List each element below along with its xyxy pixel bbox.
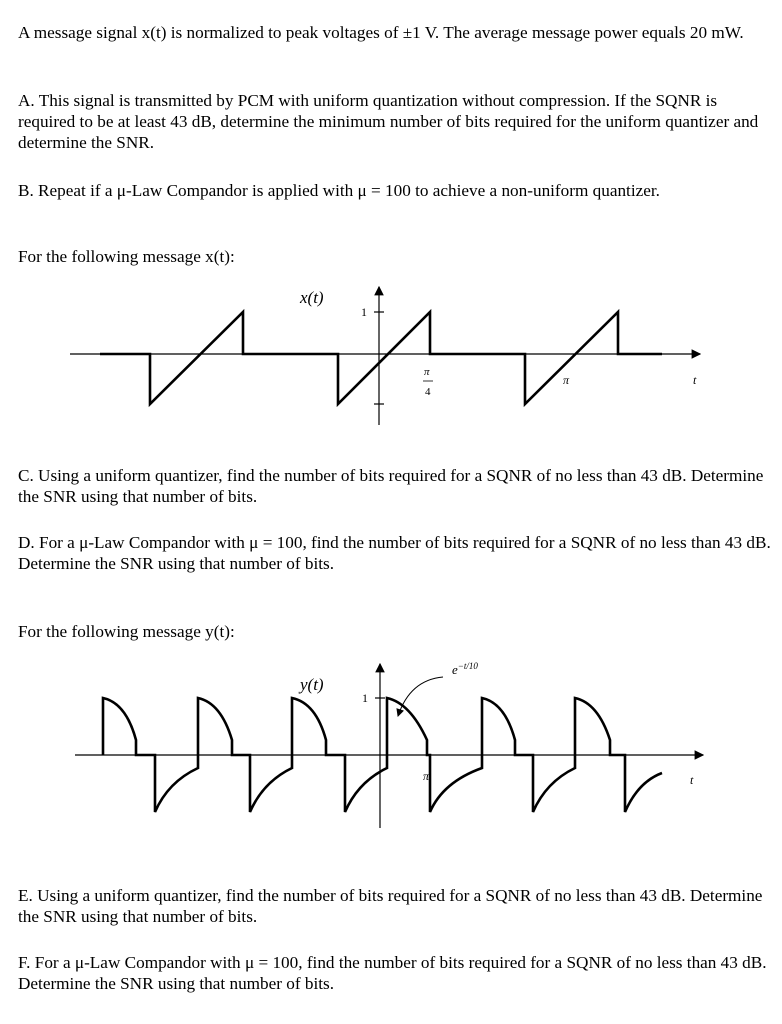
y-y-tick-label: 1	[362, 691, 368, 705]
part-b-paragraph: B. Repeat if a μ-Law Compandor is applied with μ = 100 to achieve a non-uniform quantizer.	[18, 181, 660, 200]
y-annotation-arrow	[398, 677, 443, 716]
figure-x-signal	[0, 280, 782, 430]
part-c-paragraph: C. Using a uniform quantizer, find the number of bits required for a SQNR of no less than 43 dB. Determine the SNR using that number of bits.	[18, 466, 764, 506]
x-axis-t-label: t	[693, 373, 697, 387]
figure-y-signal	[0, 650, 782, 835]
part-f-paragraph: F. For a μ-Law Compandor with μ = 100, find the number of bits required for a SQNR of no less than 43 dB. Determine the SNR using that number of bits.	[18, 953, 767, 993]
lead-y-text: For the following message y(t):	[18, 622, 235, 641]
x-waveform	[100, 312, 662, 404]
part-e-paragraph: E. Using a uniform quantizer, find the number of bits required for a SQNR of no less than 43 dB. Determine the SNR using that number of bits.	[18, 886, 763, 926]
part-d-paragraph: D. For a μ-Law Compandor with μ = 100, find the number of bits required for a SQNR of no less than 43 dB. Determine the SNR using that number of bits.	[18, 533, 771, 573]
x-tick-pi-den: 4	[425, 386, 431, 398]
x-tick-pi: π	[563, 373, 570, 387]
x-tick-pi-num: π	[424, 366, 430, 378]
x-func-label: x(t)	[300, 288, 324, 307]
part-a-paragraph: A. This signal is transmitted by PCM with uniform quantization without compression. If the SQNR is required to be at least 43 dB, determine the minimum number of bits required for the uniform quantizer and determine the SNR.	[18, 91, 759, 152]
intro-paragraph: A message signal x(t) is normalized to peak voltages of ±1 V. The average message power equals 20 mW.	[18, 23, 744, 42]
y-exp-annotation: $e^{-t/10}$	[452, 661, 478, 677]
y-axis-t-label: t	[690, 773, 694, 787]
y-tick-pi: π	[423, 769, 430, 783]
lead-x-text: For the following message x(t):	[18, 247, 235, 266]
x-y-tick-label: 1	[361, 305, 367, 319]
y-func-label: y(t)	[300, 675, 324, 694]
